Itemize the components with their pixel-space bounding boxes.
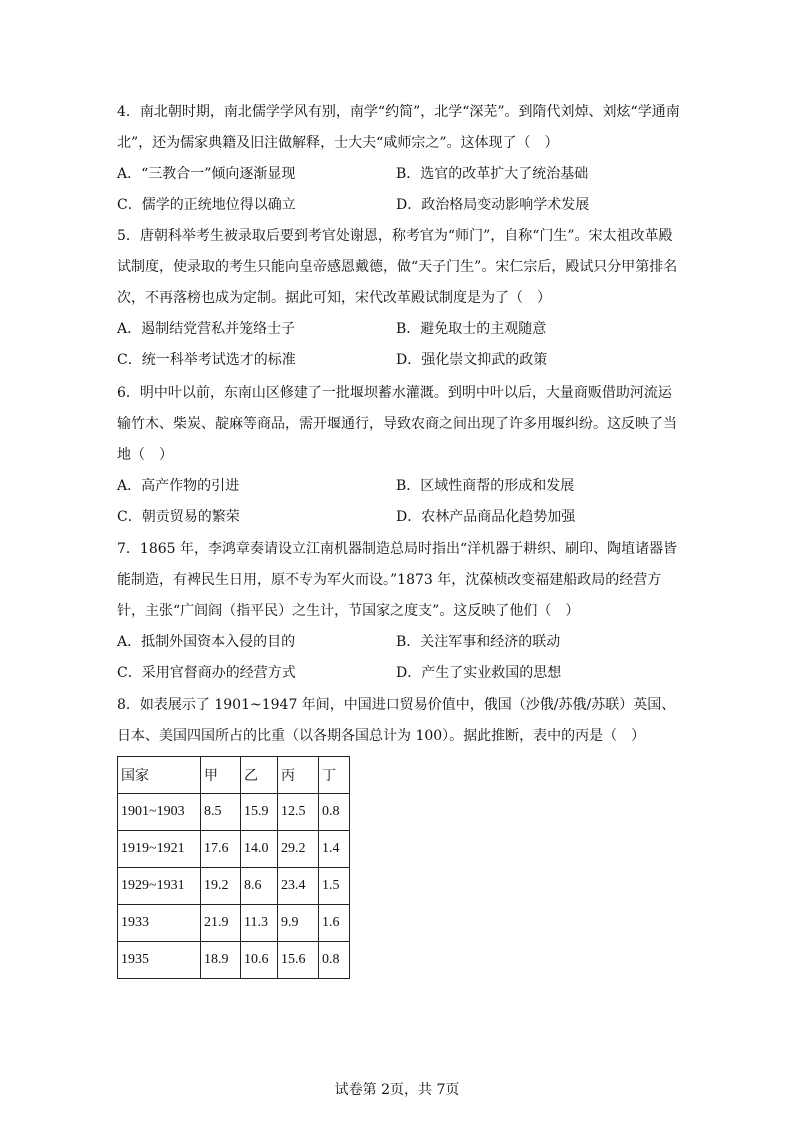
question-7 [117, 534, 683, 689]
table-cell: 8.5 [201, 794, 241, 831]
table-cell: 8.6 [241, 868, 278, 905]
table-cell: 23.4 [278, 868, 319, 905]
table-cell: 12.5 [278, 794, 319, 831]
question-4 [117, 97, 683, 221]
option-c[interactable]: C．统一科举考试选才的标准 [117, 352, 296, 368]
table-cell: 1929~1931 [118, 868, 201, 905]
question-5 [117, 221, 683, 376]
question-stem: 5．唐朝科举考生被录取后要到考官处谢恩，称考官为“师门”，自称“门生”。宋太祖改革殿试制度，使录取的考生只能向皇帝感恩戴德，做“天子门生”。宋仁宗后，殿试只分甲第排名次，不再落榜也成为定制。据此可知，宋代改革殿试制度是为了（ ） [117, 228, 678, 306]
table-cell: 1.5 [319, 868, 350, 905]
option-a[interactable]: A．抵制外国资本入侵的目的 [117, 634, 296, 650]
table-cell: 19.2 [201, 868, 241, 905]
option-d[interactable]: D．政治格局变动影响学术发展 [396, 197, 590, 213]
option-c[interactable]: C．朝贡贸易的繁荣 [117, 509, 240, 525]
table-row [118, 942, 350, 979]
table-cell: 1935 [118, 942, 201, 979]
options-row [117, 502, 683, 533]
table-cell: 15.6 [278, 942, 319, 979]
header-cell: 甲 [201, 757, 241, 794]
option-d[interactable]: D．农林产品商品化趋势加强 [396, 509, 576, 525]
options-row [117, 190, 683, 221]
options-row [117, 658, 683, 689]
table-cell: 0.8 [319, 942, 350, 979]
question-stem: 8．如表展示了 1901~1947 年间，中国进口贸易价值中，俄国（沙俄/苏俄/苏联）英国、日本、美国四国所占的比重（以各期各国总计为 100）。据此推断，表中的丙是（ ） [117, 697, 676, 744]
option-a[interactable]: A．“三教合一”倾向逐渐显现 [117, 166, 296, 182]
table-cell: 1.6 [319, 905, 350, 942]
page-footer: 试卷第 2页，共 7页 [334, 1082, 460, 1098]
table-cell: 1901~1903 [118, 794, 201, 831]
header-cell: 丁 [319, 757, 350, 794]
table-cell: 14.0 [241, 831, 278, 868]
option-b[interactable]: B．区域性商帮的形成和发展 [396, 478, 575, 494]
options-row [117, 471, 683, 502]
question-stem: 4．南北朝时期，南北儒学学风有别，南学“约简”，北学“深芜”。到隋代刘焯、刘炫“学通南北”，还为儒家典籍及旧注做解释，士大夫“咸师宗之”。这体现了（ ） [117, 104, 680, 151]
header-cell: 国家 [118, 757, 201, 794]
table-cell: 17.6 [201, 831, 241, 868]
option-b[interactable]: B．选官的改革扩大了统治基础 [396, 166, 589, 182]
question-6 [117, 378, 683, 533]
table-cell: 9.9 [278, 905, 319, 942]
options-row [117, 159, 683, 190]
option-b[interactable]: B．关注军事和经济的联动 [396, 634, 561, 650]
table-cell: 11.3 [241, 905, 278, 942]
options-row [117, 314, 683, 345]
table-row [118, 831, 350, 868]
question-8 [117, 690, 683, 752]
table-row [118, 905, 350, 942]
table-cell: 1919~1921 [118, 831, 201, 868]
question-stem: 6．明中叶以前，东南山区修建了一批堰坝蓄水灌溉。到明中叶以后，大量商贩借助河流运输竹木、柴炭、靛麻等商品，需开堰通行，导致农商之间出现了许多用堰纠纷。这反映了当地（ ） [117, 385, 677, 463]
table-header-row [118, 757, 350, 794]
header-cell: 乙 [241, 757, 278, 794]
option-a[interactable]: A．遏制结党营私并笼络士子 [117, 321, 296, 337]
table-cell: 15.9 [241, 794, 278, 831]
table-cell: 0.8 [319, 794, 350, 831]
option-b[interactable]: B．避免取士的主观随意 [396, 321, 547, 337]
trade-share-table [117, 756, 350, 979]
option-c[interactable]: C．儒学的正统地位得以确立 [117, 197, 296, 213]
table-row [118, 868, 350, 905]
table-cell: 1933 [118, 905, 201, 942]
table-cell: 1.4 [319, 831, 350, 868]
header-cell: 丙 [278, 757, 319, 794]
table-cell: 10.6 [241, 942, 278, 979]
table-row [118, 794, 350, 831]
option-d[interactable]: D．产生了实业救国的思想 [396, 665, 562, 681]
question-stem: 7．1865 年，李鸿章奏请设立江南机器制造总局时指出“洋机器于耕织、刷印、陶埴诸器皆能制造，有裨民生日用，原不专为军火而设。”1873 年，沈葆桢改变福建船政局的经营方针，主张“广闾阎（指平民）之生计，节国家之度支”。这反映了他们（ ） [117, 541, 678, 619]
table-cell: 29.2 [278, 831, 319, 868]
options-row [117, 345, 683, 376]
table-cell: 21.9 [201, 905, 241, 942]
option-c[interactable]: C．采用官督商办的经营方式 [117, 665, 296, 681]
options-row [117, 627, 683, 658]
option-a[interactable]: A．高产作物的引进 [117, 478, 240, 494]
table-cell: 18.9 [201, 942, 241, 979]
option-d[interactable]: D．强化崇文抑武的政策 [396, 352, 548, 368]
